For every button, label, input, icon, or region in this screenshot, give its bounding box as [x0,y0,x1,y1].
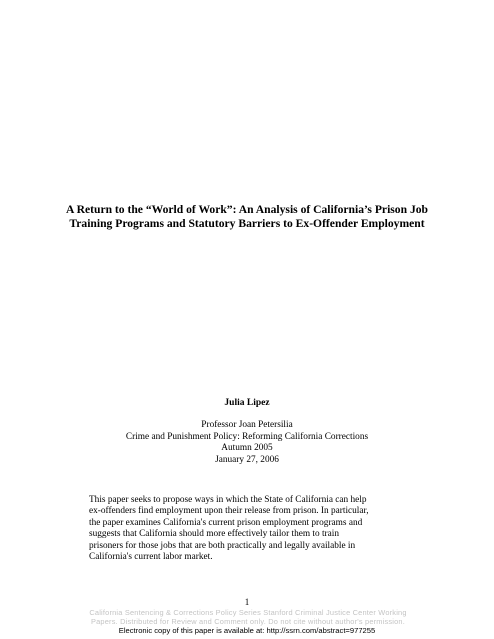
course-name: Crime and Punishment Policy: Reforming California Corrections [125,431,369,442]
paper-title [34,203,460,231]
series-watermark-line-1: California Sentencing & Corrections Policy Series Stanford Criminal Justice Center Working [89,608,407,617]
abstract-line: This paper seeks to propose ways in which the State of California can help [89,495,367,505]
abstract-line: California's current labor market. [89,552,213,563]
title-line-2: Training Programs and Statutory Barriers to Ex-Offender Employment [69,217,425,230]
abstract-line: suggests that California should more effectively tailor them to train [89,529,340,540]
term: Autumn 2005 [221,443,273,454]
page-number: 1 [244,597,250,607]
abstract [89,495,409,563]
author-name: Julia Lipez [224,398,270,408]
abstract-line: the paper examines California's current prison employment programs and [89,517,363,528]
paper-date: January 27, 2006 [215,454,279,465]
abstract-line: ex-offenders find employment upon their release from prison. In particular, [89,506,369,517]
professor-name: Professor Joan Petersilia [201,420,293,430]
paper-meta [0,420,494,466]
series-watermark-line-2: Papers. Distributed for Review and Comment only. Do not cite without author's permission. [90,617,405,626]
title-line-1: A Return to the “World of Work”: An Analysis of California’s Prison Job [65,203,428,216]
abstract-line: prisoners for those jobs that are both practically and legally available in [89,540,356,551]
ssrn-availability-note: Electronic copy of this paper is available at: http://ssrn.com/abstract=977255 [118,626,376,635]
